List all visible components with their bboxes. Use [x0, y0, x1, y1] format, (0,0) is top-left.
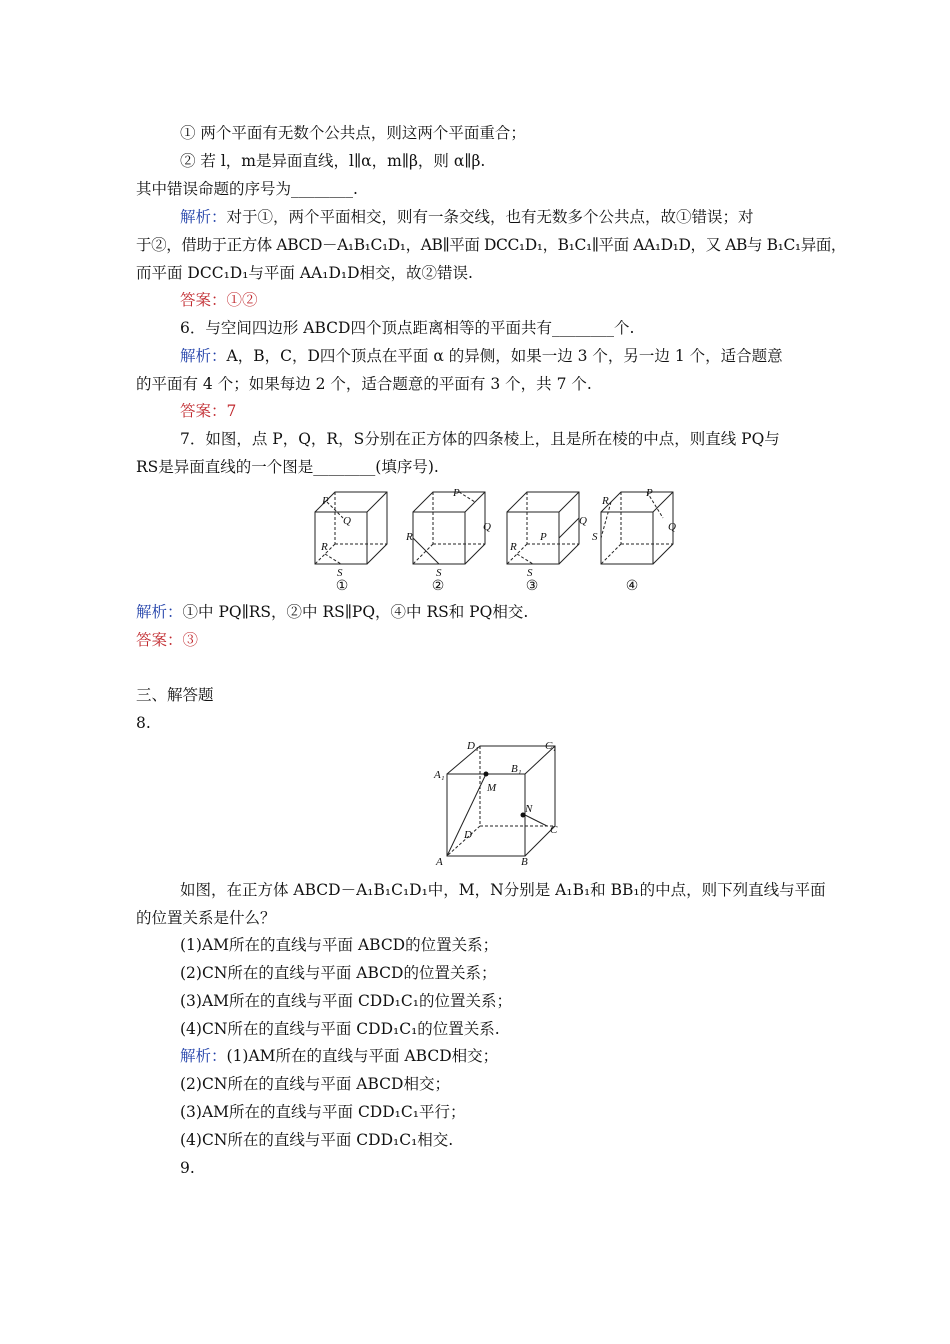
answer-label: 答案： [180, 291, 227, 309]
fig3-label-p: P [540, 531, 547, 543]
fig4-label-s: S [592, 531, 598, 543]
fig4-label-p: P [646, 487, 653, 499]
q5-jiexi-line-1 [180, 207, 754, 227]
q8-cube-figure [425, 738, 575, 868]
label-d1: D₁ [467, 740, 479, 752]
q8-sub-1: (1)AM所在的直线与平面 ABCD的位置关系； [180, 936, 499, 954]
label-a1: A₁ [434, 769, 445, 781]
q8-jiexi-line-1 [180, 1046, 498, 1066]
fig1-label-r: R [321, 541, 328, 553]
q8-stem-line-1: 如图，在正方体 ABCD－A₁B₁C₁D₁中，M，N分别是 A₁B₁和 BB₁的中点，则下列直线与平面 [180, 881, 826, 899]
q7-answer-line [136, 630, 198, 650]
q5-jiexi-line-2: 于②，借助于正方体 ABCD－A₁B₁C₁D₁，AB∥平面 DCC₁D₁，B₁C₁∥平面 AA₁D₁D，又 AB与 B₁C₁异面， [136, 236, 847, 254]
fig3-label-s: S [527, 567, 533, 579]
label-b1: B₁ [511, 763, 522, 775]
label-c: C [550, 824, 558, 836]
q8-ans-1: (1)AM所在的直线与平面 ABCD相交； [226, 1047, 499, 1065]
label-b: B [521, 856, 528, 868]
jiexi-label: 解析： [180, 208, 227, 226]
q5-answer: ①② [226, 291, 258, 309]
q7-question-line-1: 7．如图，点 P，Q，R，S分别在正方体的四条棱上，且是所在棱的中点，则直线 PQ与 [180, 430, 780, 448]
section-title: 三、解答题 [136, 686, 214, 704]
q6-question: 6．与空间四边形 ABCD四个顶点距离相等的平面共有________个. [180, 319, 635, 337]
fig2-label-q: Q [483, 521, 491, 533]
jiexi-label: 解析： [136, 603, 183, 621]
q8-stem-line-2: 的位置关系是什么？ [136, 909, 276, 927]
q6-jiexi-line-1 [180, 346, 783, 366]
q5-item-1: ① 两个平面有无数个公共点，则这两个平面重合； [180, 124, 526, 142]
fig-caption-2: ② [431, 579, 445, 594]
q6-answer-line [180, 401, 236, 421]
jiexi-label: 解析： [180, 1047, 227, 1065]
q6-jiexi-text-1: A，B，C，D四个顶点在平面 α 的异侧，如果一边 3 个，另一边 1 个，适合题意 [226, 347, 783, 365]
q7-answer: ③ [182, 631, 199, 649]
fig2-label-p: P [453, 487, 460, 499]
q7-figure [300, 484, 700, 596]
cube-figure-2 [413, 492, 485, 564]
q6-answer: 7 [226, 402, 237, 420]
fig2-label-r: R [406, 531, 413, 543]
fig4-label-r: R [602, 495, 609, 507]
label-c1: C₁ [545, 740, 557, 752]
q8-number: 8. [136, 714, 151, 732]
label-a: A [436, 856, 443, 868]
q5-question: 其中错误命题的序号为________. [136, 180, 358, 198]
q8-sub-4: (4)CN所在的直线与平面 CDD₁C₁的位置关系. [180, 1020, 500, 1038]
q5-item-2: ② 若 l，m是异面直线，l∥α，m∥β，则 α∥β. [180, 152, 486, 170]
label-d: D [464, 829, 472, 841]
q6-jiexi-line-2: 的平面有 4 个；如果每边 2 个，适合题意的平面有 3 个，共 7 个. [136, 375, 592, 393]
q7-jiexi-text: ①中 PQ∥RS，②中 RS∥PQ，④中 RS和 PQ相交. [182, 603, 529, 621]
q5-jiexi-line-3: 而平面 DCC₁D₁与平面 AA₁D₁D相交，故②错误. [136, 264, 473, 282]
fig-caption-4: ④ [625, 579, 639, 594]
answer-label: 答案： [136, 631, 183, 649]
fig4-label-q: Q [668, 521, 676, 533]
fig1-label-s: S [337, 567, 343, 579]
answer-label: 答案： [180, 402, 227, 420]
cube-figure-3 [507, 492, 579, 564]
fig1-label-q: Q [343, 515, 351, 527]
fig-caption-1: ① [335, 579, 349, 594]
fig2-label-s: S [436, 567, 442, 579]
q8-ans-2: (2)CN所在的直线与平面 ABCD相交； [180, 1075, 450, 1093]
label-n: N [525, 803, 533, 815]
fig3-label-q: Q [579, 515, 587, 527]
fig-caption-3: ③ [525, 579, 539, 594]
q5-jiexi-text-1: 对于①，两个平面相交，则有一条交线，也有无数多个公共点，故①错误；对 [226, 208, 754, 226]
q8-ans-3: (3)AM所在的直线与平面 CDD₁C₁平行； [180, 1103, 466, 1121]
cube-figure-4 [601, 492, 673, 564]
q5-answer-line [180, 290, 258, 310]
label-m: M [487, 782, 497, 794]
fig1-label-p: P [322, 495, 329, 507]
q7-question-line-2: RS是异面直线的一个图是________(填序号). [136, 458, 439, 476]
q8-sub-2: (2)CN所在的直线与平面 ABCD的位置关系； [180, 964, 497, 982]
fig3-label-r: R [510, 541, 517, 553]
q7-jiexi-line [136, 602, 528, 622]
q8-ans-4: (4)CN所在的直线与平面 CDD₁C₁相交. [180, 1131, 454, 1149]
q9-number: 9. [180, 1159, 195, 1177]
q8-sub-3: (3)AM所在的直线与平面 CDD₁C₁的位置关系； [180, 992, 512, 1010]
jiexi-label: 解析： [180, 347, 227, 365]
